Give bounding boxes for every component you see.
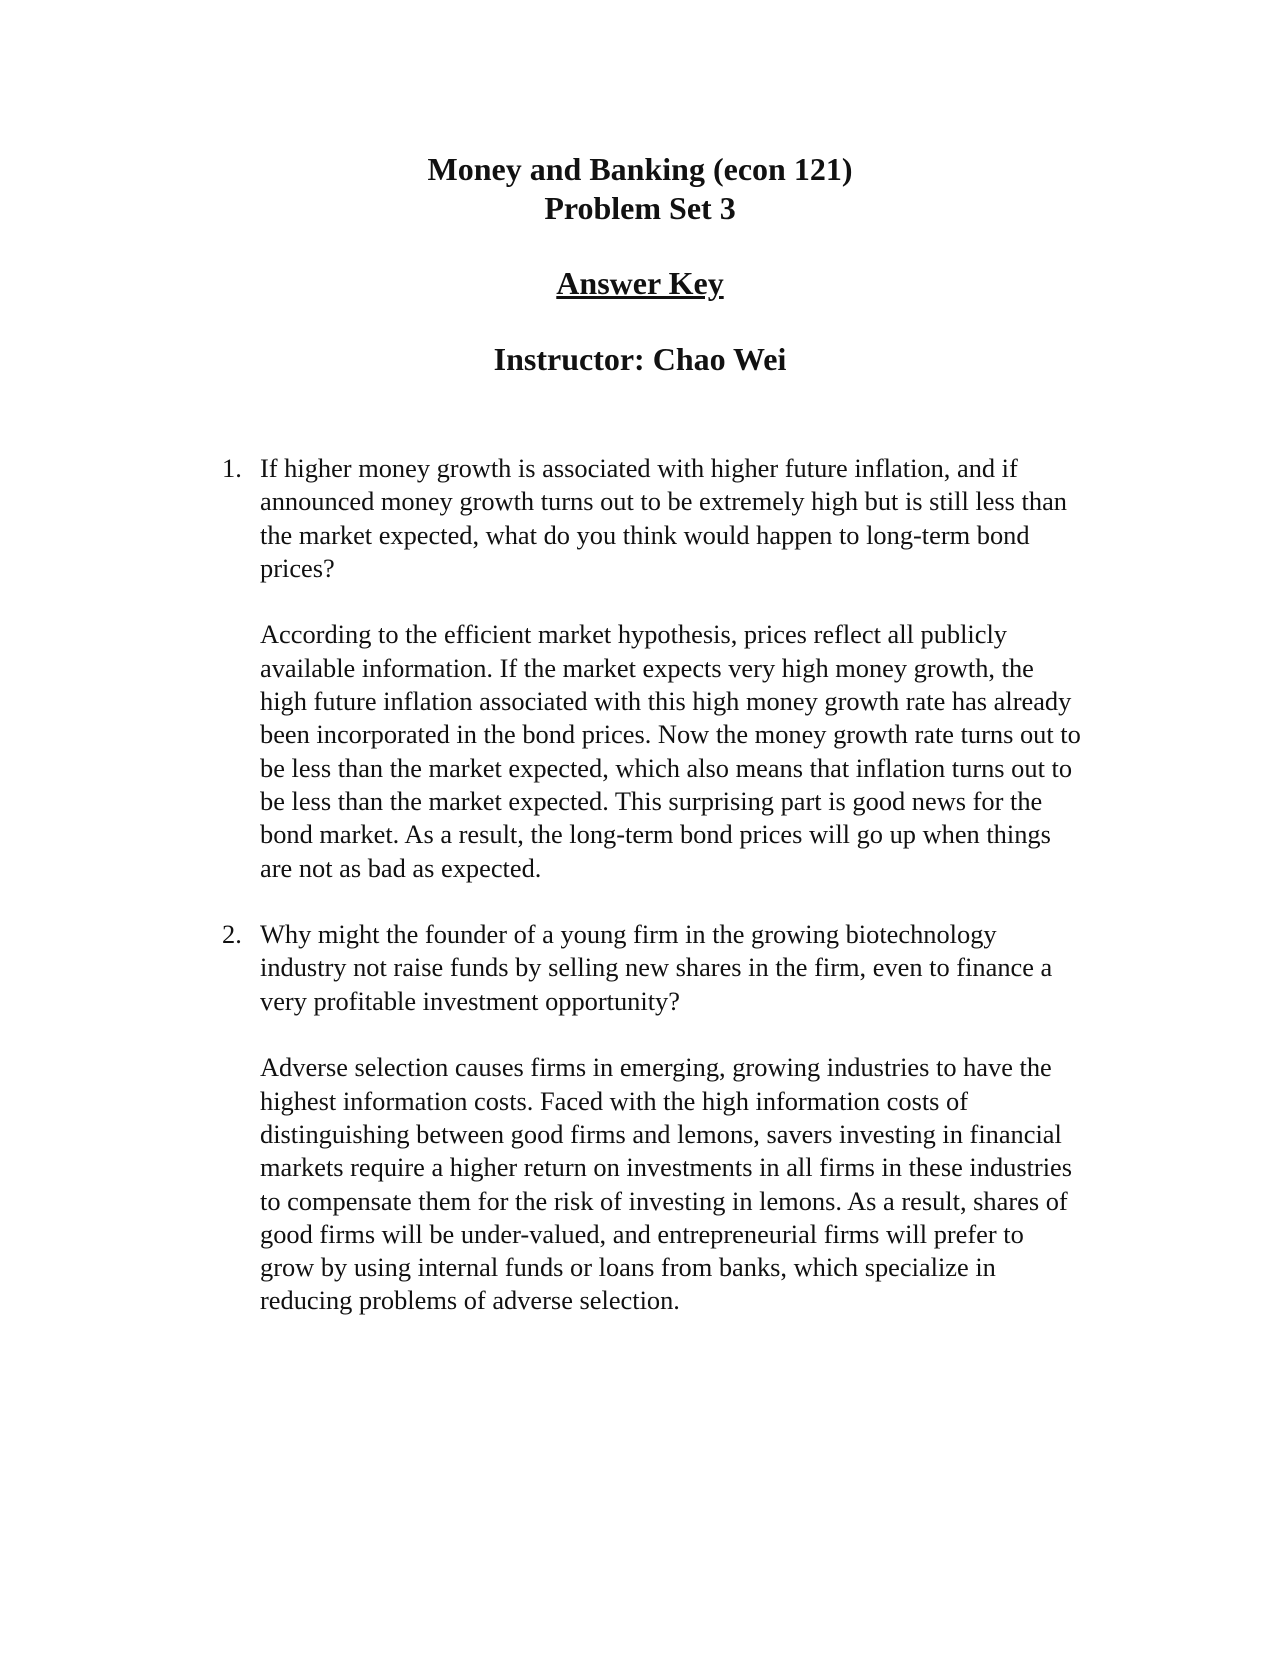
question-text: Why might the founder of a young firm in the growing biotechnology industry not raise funds by selling new shares in the firm, even to finance a very profitable investment opportunity? bbox=[260, 919, 1053, 1016]
question-number: 2. bbox=[222, 919, 242, 950]
problem-set-title: Problem Set 3 bbox=[544, 190, 736, 226]
question-item-2 bbox=[222, 918, 1082, 1318]
instructor-name: Instructor: Chao Wei bbox=[493, 341, 787, 377]
question-number: 1. bbox=[222, 453, 242, 483]
question-list bbox=[222, 452, 1082, 1318]
answer-key-heading: Answer Key bbox=[556, 265, 724, 301]
answer-text: Adverse selection causes firms in emerging, growing industries to have the highest information costs. Faced with the high information costs of distinguishing between good firms and lemons, savers investing in financial markets require a higher return on investments in all firms in these industries to compensate them for the risk of investing in lemons. As a result, shares of good firms will be under-valued, and entrepreneurial firms will prefer to grow by using internal funds or loans from banks, which specialize in reducing problems of adverse selection. bbox=[260, 1052, 1073, 1316]
course-title: Money and Banking (econ 121) bbox=[427, 151, 853, 187]
question-item-1 bbox=[222, 452, 1082, 885]
question-text: If higher money growth is associated with higher future inflation, and if announced money growth turns out to be extremely high but is still less than the market expected, what do you think would happen to long-term bond prices? bbox=[260, 453, 1067, 583]
answer-text: According to the efficient market hypothesis, prices reflect all publicly available information. If the market expects very high money growth, the high future inflation associated with this high money growth rate has already been incorporated in the bond prices. Now the money growth rate turns out to be less than the market expected, which also means that inflation turns out to be less than the market expected. This surprising part is good news for the bond market. As a result, the long-term bond prices will go up when things are not as bad as expected. bbox=[260, 619, 1081, 883]
